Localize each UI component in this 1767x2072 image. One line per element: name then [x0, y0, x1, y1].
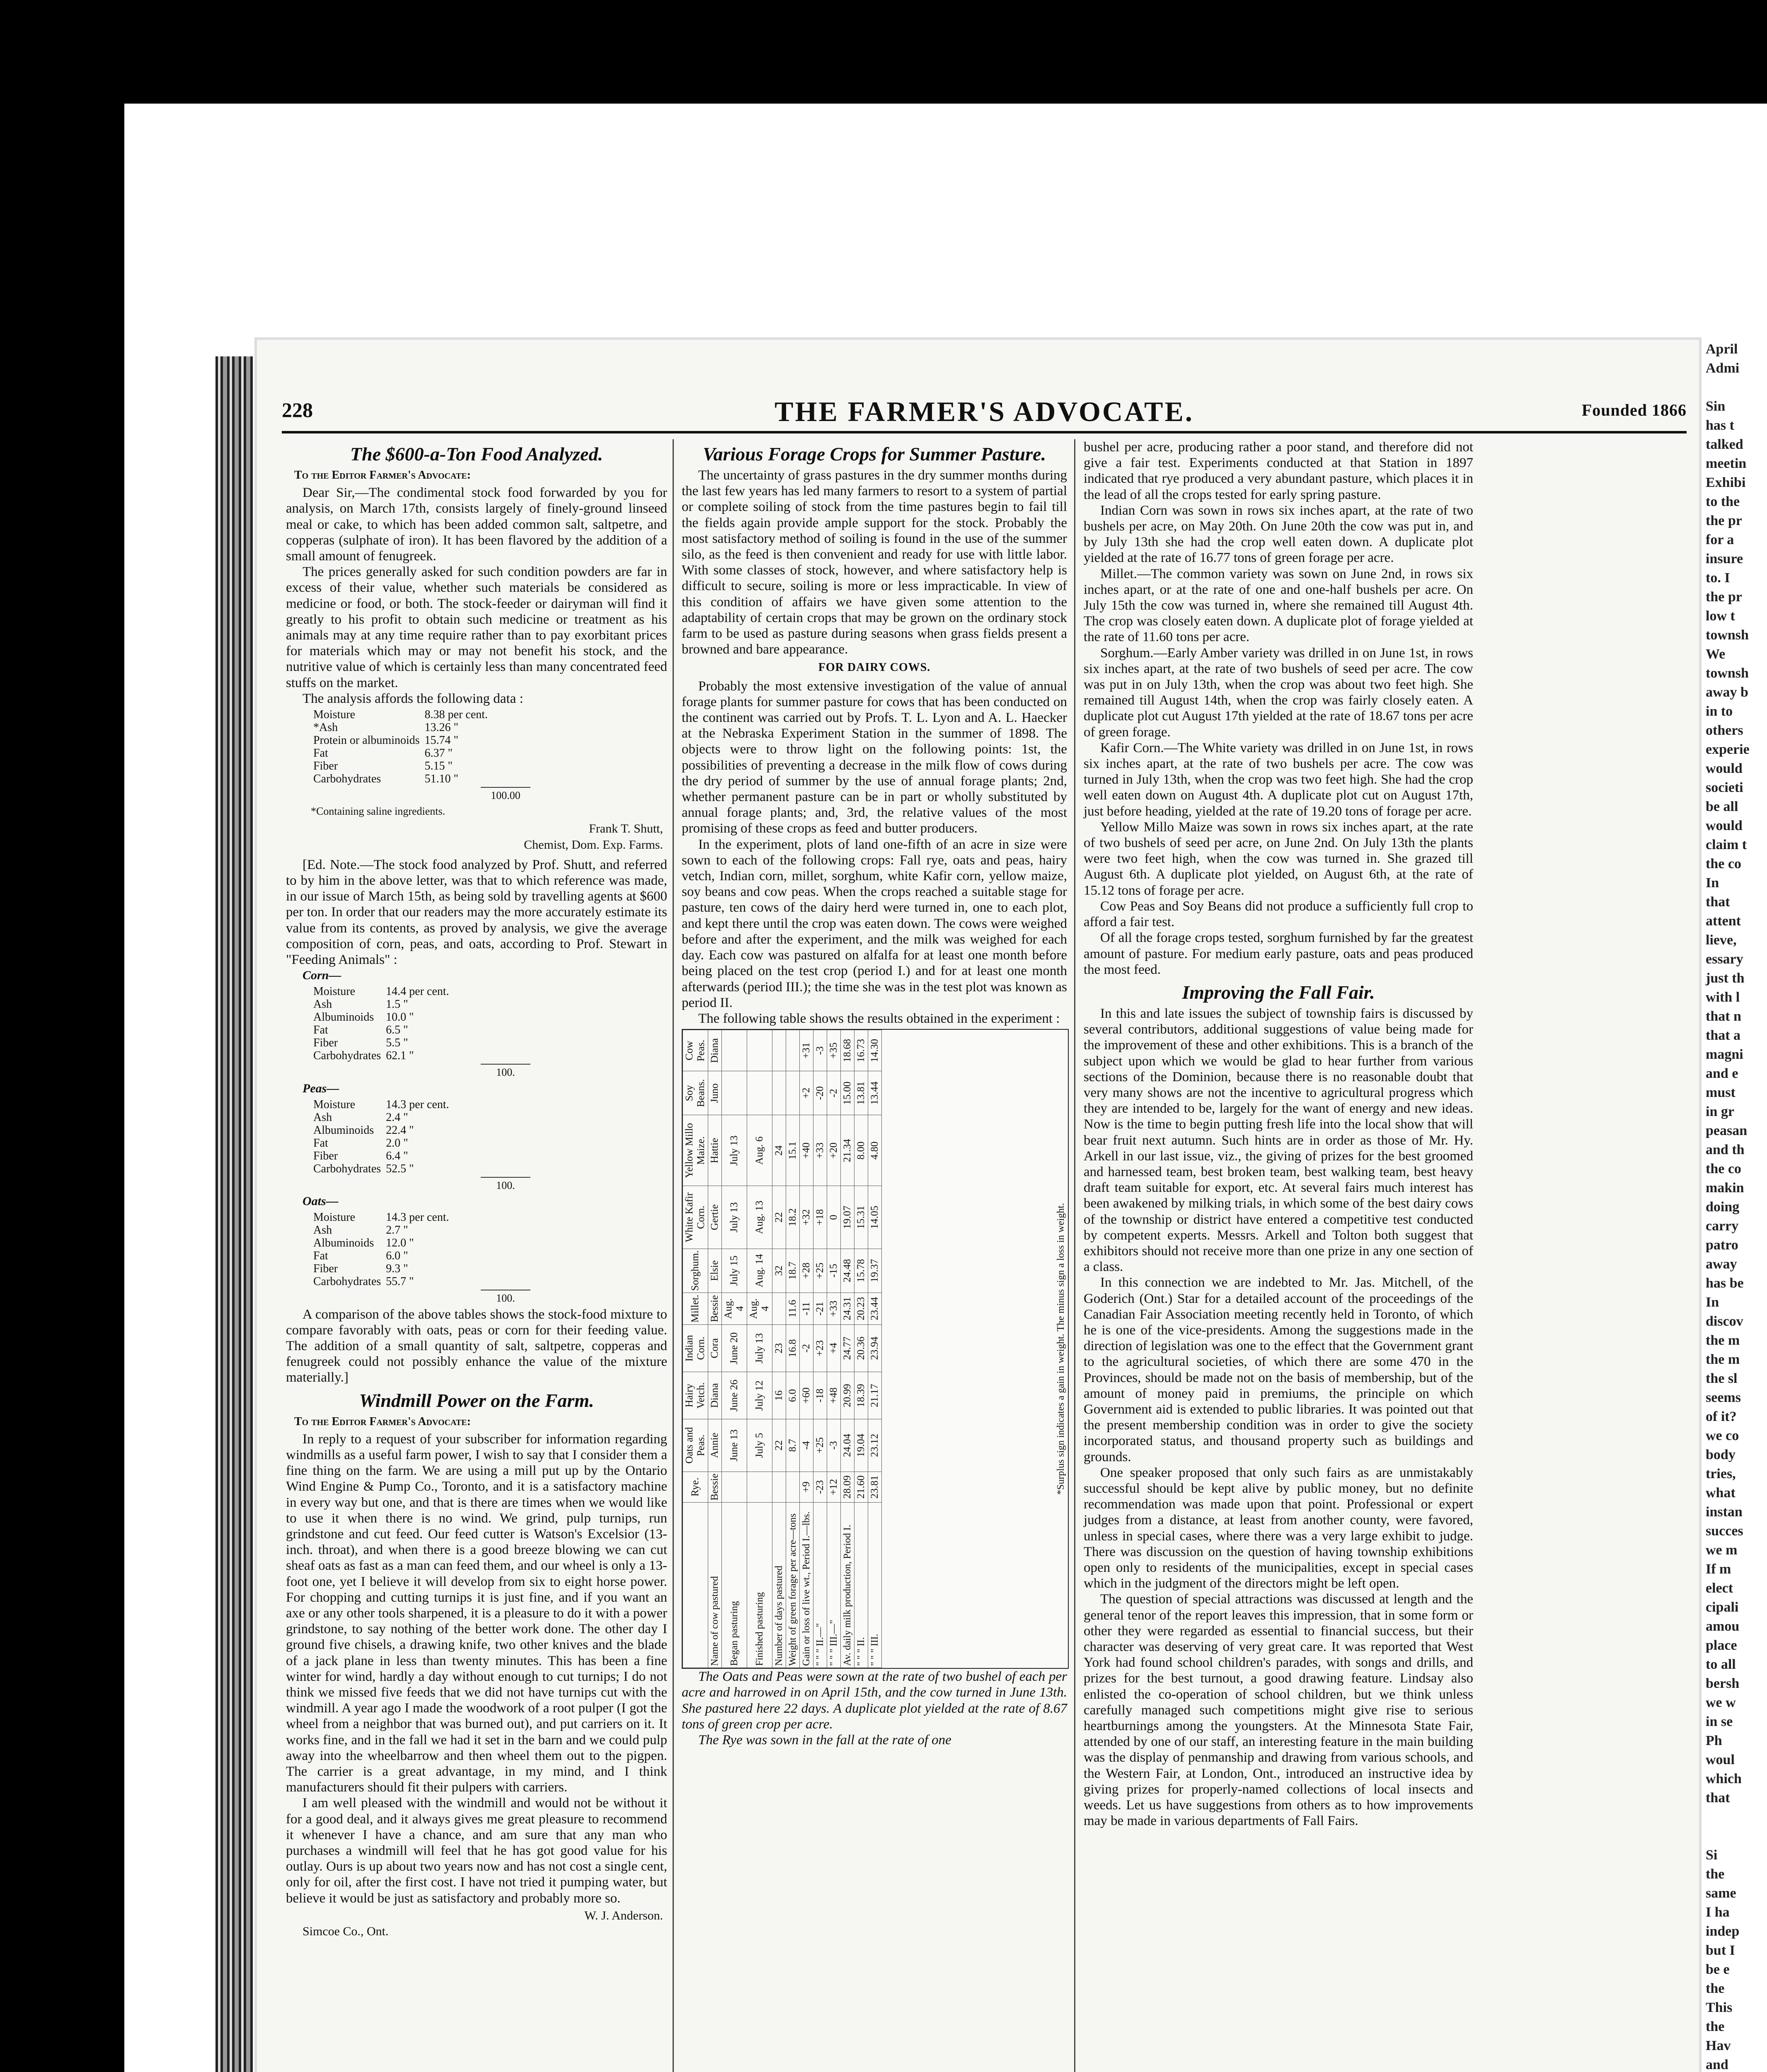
- table-row: [772, 1030, 786, 1668]
- food-label: Carbohydrates: [313, 1275, 381, 1288]
- analysis-label: Fat: [313, 747, 328, 760]
- table-cell: [747, 1030, 772, 1071]
- food-value: 14.3 per cent.: [386, 1211, 449, 1224]
- results-table-frame: [682, 1029, 1069, 1669]
- rotated-table: [683, 1030, 1068, 1668]
- table-cell: [747, 1472, 772, 1502]
- food-row: [311, 1036, 452, 1049]
- analysis-row: [311, 772, 490, 785]
- table-cell: [772, 1071, 786, 1115]
- paragraph: The prices generally asked for such condition powders are far in excess of their value, whether such materials be considered as medicine or food, or both. The stock-feeder or dairyman will find it greatly to his profit to obtain such medicine or treatment as his animals may at any time require rather than to pay exorbitant prices for materials which may or may not benefit his stock, and the nutritive value of which is certainly less than many concentrated feed stuffs on the market.: [286, 564, 667, 690]
- table-cell: 18.2: [786, 1186, 800, 1249]
- food-row: [311, 1024, 452, 1036]
- analysis-row: [311, 708, 490, 721]
- analysis-label: *Ash: [313, 721, 338, 734]
- table-row-label: Number of days pastured: [772, 1503, 786, 1668]
- table-cell: 14.05: [868, 1186, 882, 1249]
- analysis-row: [311, 760, 490, 772]
- table-row-label: Gain or loss of live wt., Period I.—lbs.: [800, 1503, 813, 1668]
- table-cell: Hattie: [708, 1115, 722, 1186]
- results-table: [683, 1030, 882, 1668]
- food-label: Albuminoids: [313, 1237, 374, 1250]
- table-cell: +60: [800, 1372, 813, 1419]
- paragraph: The analysis affords the following data :: [303, 691, 523, 706]
- table-cell: 24.48: [841, 1249, 854, 1293]
- table-cell: July 12: [747, 1372, 772, 1419]
- table-cell: 20.23: [854, 1293, 868, 1325]
- table-note: *Surplus sign indicates a gain in weight. The minus sign a loss in weight.: [1055, 1203, 1066, 1495]
- table-cell: July 5: [747, 1419, 772, 1472]
- table-cell: +28: [800, 1249, 813, 1293]
- table-row: [813, 1030, 827, 1668]
- table-cell: -21: [813, 1293, 827, 1325]
- food-label: Carbohydrates: [313, 1049, 381, 1063]
- table-cell: +20: [827, 1115, 841, 1186]
- food-value: 6.4 ": [386, 1149, 408, 1162]
- table-cell: +32: [800, 1186, 813, 1249]
- food-row: [311, 1262, 452, 1275]
- food-name: Corn—: [303, 968, 341, 983]
- table-column-header: Oats and Peas.: [683, 1419, 708, 1472]
- food-row: [311, 1150, 452, 1162]
- signature-place: Simcoe Co., Ont.: [303, 1924, 389, 1939]
- table-cell: 16: [772, 1372, 786, 1419]
- table-cell: -20: [813, 1071, 827, 1115]
- table-cell: Aug. 13: [747, 1186, 772, 1249]
- table-cell: 22: [772, 1419, 786, 1472]
- paragraph: Cow Peas and Soy Beans did not produce a sufficiently full crop to afford a fair test.: [1084, 898, 1473, 930]
- food-table: [311, 985, 452, 1062]
- paragraph: The Rye was sown in the fall at the rate of one: [698, 1732, 951, 1748]
- table-cell: 13.81: [854, 1071, 868, 1115]
- paragraph: Millet.—The common variety was sown on June 2nd, in rows six inches apart, or at the rate of one and one-half bushels per acre. On July 15th the cow was turned in, where she remained till August 4th. The crop was closely eaten down. A duplicate plot of forage yielded at the rate of 11.60 tons per acre.: [1084, 566, 1473, 645]
- signature-title: Chemist, Dom. Exp. Farms.: [524, 838, 663, 852]
- table-cell: Bessie: [708, 1293, 722, 1325]
- table-row-label: " " " II.—": [813, 1503, 827, 1668]
- food-value: 6.5 ": [386, 1024, 408, 1037]
- table-cell: 24.04: [841, 1419, 854, 1472]
- table-cell: 6.0: [786, 1372, 800, 1419]
- article-title-forage-crops: Various Forage Crops for Summer Pasture.: [702, 443, 1046, 465]
- table-row: [747, 1030, 772, 1668]
- table-cell: July 13: [747, 1324, 772, 1372]
- food-value: 5.5 ": [386, 1036, 408, 1050]
- table-cell: Bessie: [708, 1472, 722, 1502]
- food-label: Ash: [313, 998, 332, 1011]
- table-column-header: Sorghum.: [683, 1249, 708, 1293]
- newspaper-page: [257, 340, 1699, 2072]
- paragraph: In this and late issues the subject of township fairs is discussed by several contributors, additional suggestions of value being made for the improvement of these and other exhibitions. This is a branch of the subject upon which we would be glad to hear further from various sections of the Dominion, because there is no reasonable doubt that very many shows are not the incentive to agricultural progress which they are intended to be, largely for the want of energy and new ideas. Now is the time to begin putting fresh life into the local show that will bear fruit next autumn. Such hints are in order as those of Mr. Hy. Arkell in our last issue, viz., the giving of prizes for the best groomed and harnessed team, best broken team, best walking team, best heavy draft team suitable for export, etc. At several fairs much interest has been awakened by milking trials, in which some of the best dairy cows of the township or district have entered a competitive test conducted by competent experts. Messrs. Arkell and Tolton both suggest that exhibitors should not receive more than one prize in any one section of a class.: [1084, 1006, 1473, 1275]
- table-cell: [722, 1472, 747, 1502]
- table-cell: 21.34: [841, 1115, 854, 1186]
- table-cell: [772, 1030, 786, 1071]
- table-row-label: Name of cow pastured: [708, 1503, 722, 1668]
- table-cell: 21.60: [854, 1472, 868, 1502]
- table-cell: [786, 1472, 800, 1502]
- food-table: [311, 1211, 452, 1288]
- paragraph: Probably the most extensive investigation of the value of annual forage plants for summer pasture for cows that has been conducted on the continent was carried out by Profs. T. L. Lyon and A. L. Haecker at the Nebraska Experiment Station in the summer of 1898. The objects were to throw light on the following points: 1st, the possibilities of preventing a decrease in the milk flow of cows during the dry period of summer by the use of annual forage plants; 2nd, whether permanent pasture can be in part or wholly substituted by annual forage plants; and, 3rd, the relative values of the most promising of these crops as feed and butter producers.: [682, 678, 1067, 836]
- table-column-header: Indian Corn.: [683, 1324, 708, 1372]
- food-label: Moisture: [313, 1211, 356, 1224]
- paragraph: The uncertainty of grass pastures in the dry summer months during the last few years has led many farmers to resort to a system of partial or complete soiling of stock from the time pastures begin to fail till the fields again provide ample support for the stock. Probably the most satisfactory method of soiling is found in the use of the summer silo, as the feed is then convenient and ready for use with little labor. With some classes of stock, however, and where satisfactory help is difficult to secure, soiling is more or less impracticable. In view of this condition of affairs we have given some attention to the adaptability of certain crops that may be grown on the ordinary stock farm to be used as pasture during seasons when grass fields present a browned and bare appearance.: [682, 468, 1067, 657]
- table-cell: July 15: [722, 1249, 747, 1293]
- facing-page-text: April Admi Sin has t talked meetin Exhibi to the the pr for a insure to. I the pr low t townsh We townsh away b in to others experie would societi be all would claim t the co In that attent lieve, essary just th with l that n that a magni and e must in gr peasan and th the co makin doing carry patro away has be In discov the m the m the sl seems of it? we co body tries, what instan succes we m If m elect cipali amou place to all bersh we w in se Ph woul which that Si the same I ha indep but I be e the This the Hav and: [1706, 341, 1750, 2072]
- table-cell: 15.1: [786, 1115, 800, 1186]
- food-total: 100.: [481, 1064, 530, 1080]
- table-cell: Cora: [708, 1324, 722, 1372]
- table-cell: -18: [813, 1372, 827, 1419]
- table-corner: [683, 1503, 708, 1668]
- table-row: [868, 1030, 882, 1668]
- analysis-value: 8.38 per cent.: [424, 708, 488, 721]
- table-cell: 8.00: [854, 1115, 868, 1186]
- paragraph: Sorghum.—Early Amber variety was drilled in on June 1st, in rows six inches apart, at the rate of two bushels of seed per acre. The cow was put in on July 13th, when the crop was about two feet high. She remained till August 14th, when the crop was fairly closely eaten. A duplicate plot cut August 17th yielded at the rate of 18.67 tons per acre of green forage.: [1084, 645, 1473, 740]
- founded-label: Founded 1866: [1581, 401, 1687, 419]
- analysis-row: [311, 721, 490, 734]
- analysis-total: 100.00: [481, 787, 530, 804]
- table-cell: 19.04: [854, 1419, 868, 1472]
- table-cell: June 26: [722, 1372, 747, 1419]
- table-cell: +9: [800, 1472, 813, 1502]
- paragraph: Dear Sir,—The condimental stock food forwarded by you for analysis, on March 17th, consists largely of finely-ground linseed meal or cake, to which has been added common salt, saltpetre, and copperas (sulphate of iron). It has been flavored by the addition of a small amount of fenugreek.: [286, 485, 667, 564]
- editor-note: [Ed. Note.—The stock food analyzed by Prof. Shutt, and referred to by him in the above letter, was that to which reference was made, in our issue of March 15th, as being sold by travelling agents at $600 per ton. In order that our readers may the more accurately estimate its value from its contents, as proved by analysis, we give the average composition of corn, peas, and oats, according to Prof. Stewart in "Feeding Animals" :: [286, 857, 667, 968]
- food-total: 100.: [481, 1290, 530, 1306]
- table-cell: 18.7: [786, 1249, 800, 1293]
- food-value: 9.3 ": [386, 1262, 408, 1276]
- column-3: [1084, 439, 1473, 1829]
- paragraph: I am well pleased with the windmill and would not be without it for a good deal, and it always gives me great pleasure to recommend it whenever I have a chance, and am sure that any man who purchases a windmill will feel that he has got good value for his outlay. Ours is up about two years now and has not cost a single cent, only for oil, after the first cost. I have not tried it pumping water, but believe it would be just as satisfactory and probably more so.: [286, 1796, 667, 1906]
- column-1: [286, 439, 667, 1939]
- table-cell: -11: [800, 1293, 813, 1325]
- table-cell: 18.39: [854, 1372, 868, 1419]
- table-cell: -3: [827, 1419, 841, 1472]
- food-composition-tables: [286, 968, 667, 1306]
- table-cell: [722, 1030, 747, 1071]
- table-cell: 14.30: [868, 1030, 882, 1071]
- table-cell: 13.44: [868, 1071, 882, 1115]
- table-cell: Aug. 6: [747, 1115, 772, 1186]
- table-column-header: Hairy Vetch.: [683, 1372, 708, 1419]
- table-cell: +4: [827, 1324, 841, 1372]
- table-cell: 22: [772, 1186, 786, 1249]
- facing-page-edge: [1703, 340, 1767, 2072]
- table-column-header: White Kafir Corn.: [683, 1186, 708, 1249]
- food-row: [311, 1162, 452, 1175]
- table-cell: +48: [827, 1372, 841, 1419]
- food-value: 6.0 ": [386, 1249, 408, 1263]
- table-cell: Gertie: [708, 1186, 722, 1249]
- table-cell: July 13: [722, 1186, 747, 1249]
- table-column-header: Yellow Millo Maize.: [683, 1115, 708, 1186]
- table-cell: [772, 1293, 786, 1325]
- article-title-fall-fair: Improving the Fall Fair.: [1182, 981, 1375, 1003]
- table-cell: 16.73: [854, 1030, 868, 1071]
- food-row: [311, 1249, 452, 1262]
- table-cell: 15.31: [854, 1186, 868, 1249]
- table-cell: +40: [800, 1115, 813, 1186]
- table-cell: 20.36: [854, 1324, 868, 1372]
- table-cell: +35: [827, 1030, 841, 1071]
- column-divider: [1074, 439, 1075, 2072]
- food-label: Moisture: [313, 1098, 356, 1111]
- food-label: Albuminoids: [313, 1011, 374, 1024]
- food-value: 12.0 ": [386, 1237, 414, 1250]
- table-row: [854, 1030, 868, 1668]
- table-cell: Aug. 4: [747, 1293, 772, 1325]
- food-label: Fat: [313, 1136, 328, 1150]
- table-cell: +31: [800, 1030, 813, 1071]
- table-column-header: Millet.: [683, 1293, 708, 1325]
- food-row: [311, 1224, 452, 1237]
- paragraph: The following table shows the results obtained in the experiment :: [698, 1011, 1060, 1026]
- table-column-header: Rye.: [683, 1472, 708, 1502]
- food-row: [311, 1111, 452, 1124]
- table-cell: 24.31: [841, 1293, 854, 1325]
- table-cell: -4: [800, 1419, 813, 1472]
- table-cell: [772, 1472, 786, 1502]
- table-cell: 23.94: [868, 1324, 882, 1372]
- paragraph: Of all the forage crops tested, sorghum furnished by far the greatest amount of pasture. For medium early pasture, oats and peas produced the most feed.: [1084, 930, 1473, 977]
- table-row-label: " " " III.: [868, 1503, 882, 1668]
- article-title-stock-food: The $600-a-Ton Food Analyzed.: [350, 443, 603, 465]
- table-cell: 23.44: [868, 1293, 882, 1325]
- table-cell: Diana: [708, 1372, 722, 1419]
- table-cell: 23: [772, 1324, 786, 1372]
- header-rule: [282, 431, 1687, 433]
- table-row-label: Finished pasturing: [747, 1503, 772, 1668]
- table-row: [841, 1030, 854, 1668]
- table-cell: 28.09: [841, 1472, 854, 1502]
- table-cell: 8.7: [786, 1419, 800, 1472]
- food-value: 62.1 ": [386, 1049, 414, 1063]
- analysis-row: [311, 734, 490, 747]
- table-cell: 0: [827, 1186, 841, 1249]
- table-cell: July 13: [722, 1115, 747, 1186]
- food-label: Albuminoids: [313, 1123, 374, 1137]
- analysis-label: Moisture: [313, 708, 356, 721]
- table-cell: 15.78: [854, 1249, 868, 1293]
- table-column-header: Soy Beans.: [683, 1071, 708, 1115]
- article-title-windmill: Windmill Power on the Farm.: [359, 1389, 594, 1411]
- table-cell: Aug. 14: [747, 1249, 772, 1293]
- food-row: [311, 1137, 452, 1150]
- paragraph: The Oats and Peas were sown at the rate of two bushel of each per acre and harrowed in on April 15th, and the cow turned in June 13th. She pastured here 22 days. A duplicate plot yielded at the rate of 8.67 tons of green crop per acre.: [682, 1669, 1067, 1732]
- food-row: [311, 1211, 452, 1224]
- food-row: [311, 1275, 452, 1288]
- paragraph: Kafir Corn.—The White variety was drilled in on June 1st, in rows six inches apart, at the rate of two bushels per acre. The cow was turned in July 13th, when the crop was two feet high. She had the crop well eaten down on August 4th. A duplicate plot cut on August 17th, just before heading, yielded at the rate of 19.20 tons of forage per acre.: [1084, 740, 1473, 819]
- table-cell: [786, 1071, 800, 1115]
- paragraph: In this connection we are indebted to Mr. Jas. Mitchell, of the Goderich (Ont.) Star for a detailed account of the proceedings of the Canadian Fair Association meeting recently held in Toronto, of which he is one of the vice-presidents. Among the suggestions made in the direction of legislation was one to the effect that the Government grant to the agricultural societies, of which there are some 470 in the Provinces, should be made not on the basis of membership, but of the amount of money paid in premiums, the principle on which Government aid is extended to public libraries. It was pointed out that the present membership condition was in order to give the society incorporated status, and thousand property such as buildings and grounds.: [1084, 1275, 1473, 1464]
- table-row: [800, 1030, 813, 1668]
- food-row: [311, 1098, 452, 1111]
- analysis-value: 13.26 ": [424, 721, 459, 734]
- table-row-label: " " " II.: [854, 1503, 868, 1668]
- food-value: 2.7 ": [386, 1224, 408, 1237]
- table-cell: Aug. 4: [722, 1293, 747, 1325]
- table-cell: Juno: [708, 1071, 722, 1115]
- food-value: 2.0 ": [386, 1136, 408, 1150]
- food-label: Fiber: [313, 1262, 338, 1276]
- table-cell: [786, 1030, 800, 1071]
- signature-name: W. J. Anderson.: [584, 1908, 663, 1922]
- table-cell: +18: [813, 1186, 827, 1249]
- food-label: Carbohydrates: [313, 1162, 381, 1175]
- food-value: 14.3 per cent.: [386, 1098, 449, 1111]
- paragraph: In the experiment, plots of land one-fifth of an acre in size were sown to each of the following crops: Fall rye, oats and peas, hairy vetch, Indian corn, millet, sorghum, white Kafir corn, yellow maize, soy beans and cow peas. When the crops reached a suitable stage for pasture, ten cows of the dairy herd were turned in, one to each plot, and kept there until the crop was eaten down. The cows were weighed before and after the experiment, and the milk was weighed for each day. Each cow was pastured on alfalfa for at least one month before being placed on the test crop (period I.) and for at least one month afterwards (period III.); the time she was in the test plot was known as period II.: [682, 837, 1067, 1010]
- masthead-title: THE FARMER'S ADVOCATE.: [775, 396, 1194, 427]
- table-cell: 23.12: [868, 1419, 882, 1472]
- food-value: 1.5 ": [386, 998, 408, 1011]
- paragraph: In reply to a request of your subscriber for information regarding windmills as a useful farm power, I wish to say that I consider them a fine thing on the farm. We are using a mill put up by the Ontario Wind Engine & Pump Co., Toronto, and it is a satisfactory machine in every way but one, and that is there are times when we would like to use it when there is no wind. We grind, pulp turnips, run grindstone and cut feed. Our feed cutter is Watson's Excelsior (13-inch. throat), and when there is a good breeze blowing we can cut sheaf oats as fast as a man can feed them, and our wheel is only a 13-foot one, yet I believe it will develop from six to eight horse power. For chopping and cutting turnips it is just fine, and if you want an axe or any other tools sharpened, it is a pleasure to do it with a power grindstone, to say nothing of the better work done. The other day I ground five chisels, a drawing knife, two other knives and the blade of a jack plane in less than twenty minutes. This has been a fine winter for wind, hardly a day without enough to cut turnips; I do not think we missed five feeds that we did not have turnips cut with the windmill. A year ago I made the woodwork of a root pulper (I got the wheel from a neighbor that was burned out), and put carriers on it. It works fine, and in the fall we had it set in the barn and we could pulp away into the wheelbarrow and then wheel them out to the pigpen. The carrier is a great advantage, in my mind, and I think manufacturers should fit their pulpers with carriers.: [286, 1431, 667, 1795]
- paragraph: One speaker proposed that only such fairs as are unmistakably successful should be kept alive by public money, but no definite recommendation was made upon that point. Professional or expert judges from a distance, at least from another county, were favored, unless in special cases, where there was a very large exhibit to judge. There was discussion on the question of having township exhibitions open only to residents of the municipalities, except in special cases which in the judgment of the directors might be left open.: [1084, 1465, 1473, 1591]
- food-value: 10.0 ": [386, 1011, 414, 1024]
- analysis-value: 15.74 ": [424, 734, 459, 747]
- food-row: [311, 998, 452, 1011]
- food-table: [311, 1098, 452, 1175]
- analysis-value: 6.37 ": [424, 747, 453, 760]
- table-cell: 16.8: [786, 1324, 800, 1372]
- table-cell: -15: [827, 1249, 841, 1293]
- food-row: [311, 1124, 452, 1137]
- paragraph: Indian Corn was sown in rows six inches apart, at the rate of two bushels per acre, on May 20th. On June 20th the cow was put in, and by July 13th she had the crop well eaten down. A duplicate plot yielded at the rate of 16.77 tons of green forage per acre.: [1084, 503, 1473, 566]
- table-row-label: " " " III.—": [827, 1503, 841, 1668]
- analysis-label: Protein or albuminoids: [313, 734, 420, 747]
- table-cell: +25: [813, 1419, 827, 1472]
- paragraph: bushel per acre, producing rather a poor stand, and therefore did not give a fair test. Experiments conducted at that Station in 1897 indicated that rye produced a very abundant pasture, which places it in the lead of all the crops tested for early spring pasture.: [1084, 440, 1473, 502]
- table-row: [722, 1030, 747, 1668]
- table-cell: -3: [813, 1030, 827, 1071]
- analysis-table: [311, 708, 490, 785]
- analysis-label: Carbohydrates: [313, 772, 381, 786]
- table-cell: -2: [827, 1071, 841, 1115]
- food-value: 55.7 ": [386, 1275, 414, 1288]
- page-header: [282, 398, 1687, 427]
- table-cell: Annie: [708, 1419, 722, 1472]
- table-cell: 23.81: [868, 1472, 882, 1502]
- table-cell: +12: [827, 1472, 841, 1502]
- table-cell: -2: [800, 1324, 813, 1372]
- food-label: Fiber: [313, 1149, 338, 1162]
- table-cell: 20.99: [841, 1372, 854, 1419]
- analysis-value: 51.10 ": [424, 772, 459, 786]
- food-name: Oats—: [303, 1194, 339, 1208]
- table-cell: -23: [813, 1472, 827, 1502]
- page-number: 228: [282, 398, 313, 421]
- table-cell: June 13: [722, 1419, 747, 1472]
- signature-name: Frank T. Shutt,: [589, 822, 663, 836]
- table-cell: June 20: [722, 1324, 747, 1372]
- paragraph: A comparison of the above tables shows the stock-food mixture to compare favorably with oats, peas or corn for their feeding value. The addition of a small quantity of salt, saltpetre, copperas and fenugreek could not possibly enhance the value of the mixture materially.]: [286, 1307, 667, 1385]
- analysis-row: [311, 747, 490, 760]
- food-row: [311, 1237, 452, 1249]
- analysis-label: Fiber: [313, 760, 338, 773]
- food-row: [311, 1049, 452, 1062]
- food-value: 22.4 ": [386, 1123, 414, 1137]
- food-label: Ash: [313, 1224, 332, 1237]
- food-label: Moisture: [313, 985, 356, 998]
- food-name: Peas—: [303, 1081, 339, 1095]
- food-row: [311, 1011, 452, 1024]
- table-cell: +25: [813, 1249, 827, 1293]
- food-value: 52.5 ": [386, 1162, 414, 1175]
- to-editor-line: To the Editor Farmer's Advocate:: [294, 1415, 471, 1428]
- table-row-label: Began pasturing: [722, 1503, 747, 1668]
- food-label: Fat: [313, 1249, 328, 1263]
- subheading-dairy-cows: FOR DAIRY COWS.: [818, 661, 931, 674]
- table-cell: 19.37: [868, 1249, 882, 1293]
- table-cell: 32: [772, 1249, 786, 1293]
- table-row: [827, 1030, 841, 1668]
- table-cell: 15.00: [841, 1071, 854, 1115]
- table-column-header: Cow Peas.: [683, 1030, 708, 1071]
- table-row-label: Weight of green forage per acre—tons: [786, 1503, 800, 1668]
- table-cell: +33: [813, 1115, 827, 1186]
- table-cell: 24: [772, 1115, 786, 1186]
- table-cell: +2: [800, 1071, 813, 1115]
- food-label: Fat: [313, 1024, 328, 1037]
- analysis-footnote: *Containing saline ingredients.: [311, 805, 445, 818]
- to-editor-line: To the Editor Farmer's Advocate:: [294, 469, 471, 482]
- analysis-value: 5.15 ": [424, 760, 453, 773]
- paragraph: The question of special attractions was discussed at length and the general tenor of the report leaves this impression, that in some form or other they were regarded as essential to financial success, but their character was deserving of very great care. It was reported that West York had found school children's parades, with songs and drills, and prizes for the best turnout, a good drawing feature. Lindsay also enlisted the co-operation of school children, but we think unless carefully managed such competitions might give rise to serious heartburnings among the youngsters. At the Minnesota State Fair, attended by one of our staff, an interesting feature in the main building was the display of penmanship and drawing from various schools, and the Western Fair, at London, Ont., introduced an instructive idea by giving prizes for properly-named collections of local insects and weeds. Let us have suggestions from others as to how improvements may be made in various departments of Fall Fairs.: [1084, 1592, 1473, 1829]
- table-cell: +33: [827, 1293, 841, 1325]
- table-cell: Elsie: [708, 1249, 722, 1293]
- table-cell: +23: [813, 1324, 827, 1372]
- food-label: Fiber: [313, 1036, 338, 1050]
- column-2: [682, 439, 1067, 1748]
- table-cell: Diana: [708, 1030, 722, 1071]
- column-divider: [673, 439, 674, 2072]
- table-cell: 18.68: [841, 1030, 854, 1071]
- table-cell: 11.6: [786, 1293, 800, 1325]
- paragraph: Yellow Millo Maize was sown in rows six inches apart, at the rate of two bushels of seed per acre, on June 2nd. On July 13th the plants were two feet high, when the cow was turned in. She grazed till August 6th. A duplicate plot yielded, on August 6th, at the rate of 15.12 tons of forage per acre.: [1084, 819, 1473, 898]
- table-cell: [747, 1071, 772, 1115]
- table-row: [786, 1030, 800, 1668]
- table-cell: [722, 1071, 747, 1115]
- table-cell: 21.17: [868, 1372, 882, 1419]
- table-cell: 24.77: [841, 1324, 854, 1372]
- food-row: [311, 985, 452, 998]
- table-cell: 19.07: [841, 1186, 854, 1249]
- book-spine: [215, 356, 253, 2072]
- food-value: 14.4 per cent.: [386, 985, 449, 998]
- table-cell: 4.80: [868, 1115, 882, 1186]
- food-label: Ash: [313, 1111, 332, 1124]
- food-value: 2.4 ": [386, 1111, 408, 1124]
- table-row: [708, 1030, 722, 1668]
- food-total: 100.: [481, 1177, 530, 1193]
- table-row-label: Av. daily milk production, Period I.: [841, 1503, 854, 1668]
